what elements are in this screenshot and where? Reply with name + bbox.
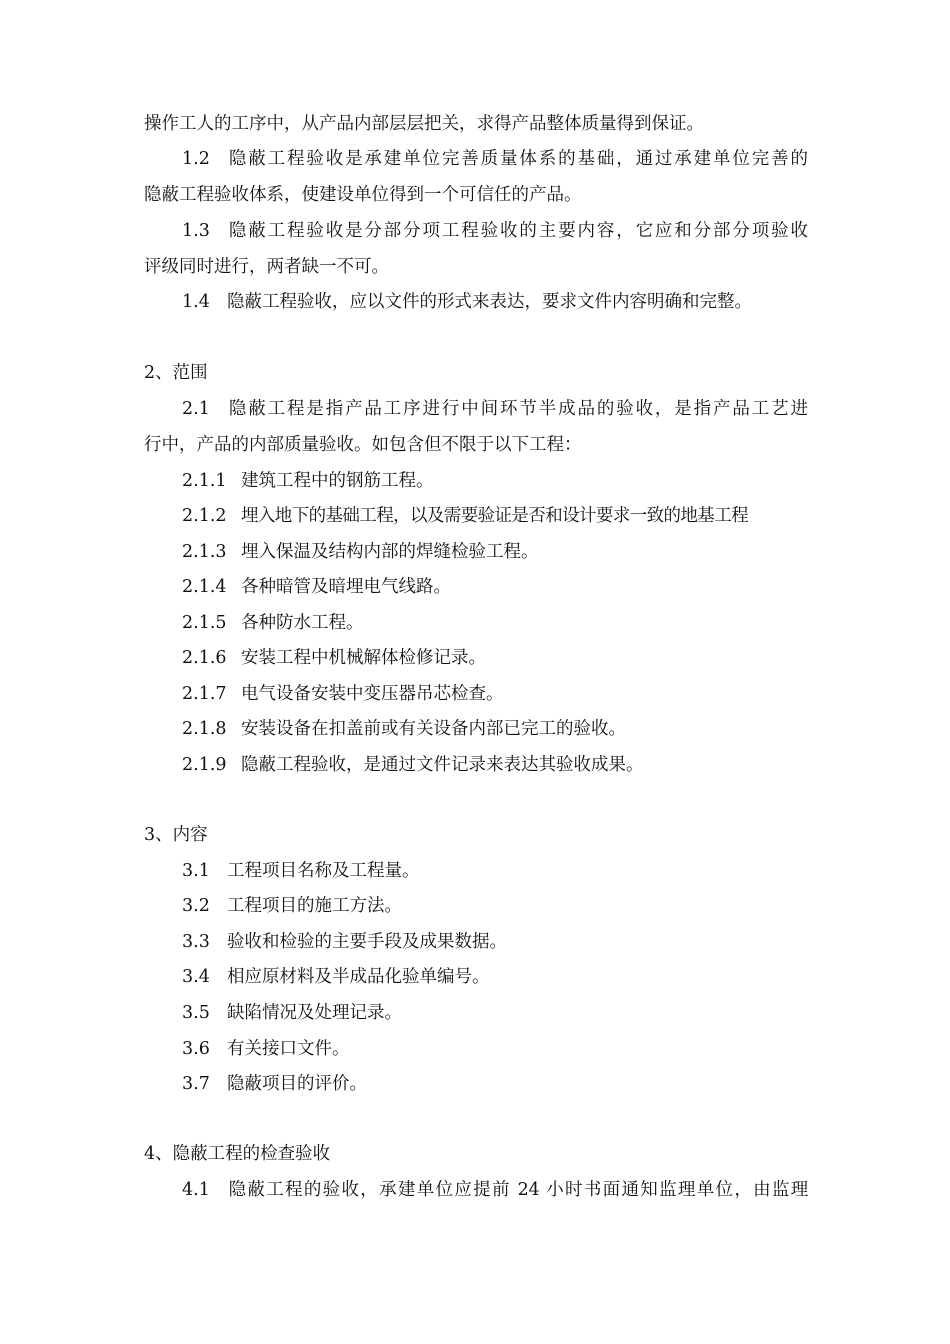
subclause-2-1-6 — [182, 646, 808, 670]
clause-4-1 — [182, 1178, 808, 1202]
clause-number: 3.6 — [182, 1039, 210, 1059]
clause-number: 3.2 — [182, 896, 210, 916]
clause-2-1 — [182, 397, 808, 421]
subclause-2-1-9 — [182, 753, 808, 777]
subclause-text: 各种防水工程。 — [241, 613, 364, 633]
clause-3-3 — [182, 930, 808, 954]
section-heading-content — [144, 823, 808, 847]
clause-text: 相应原材料及半成品化验单编号。 — [227, 967, 490, 987]
clause-1-4 — [182, 290, 808, 314]
subclause-2-1-3 — [182, 540, 808, 564]
clause-number: 4.1 — [182, 1180, 210, 1200]
clause-number: 3.5 — [182, 1003, 210, 1023]
clause-text: 隐蔽工程的验收，承建单位应提前 24 小时书面通知监理单位，由监理 — [227, 1180, 808, 1200]
subclause-text: 埋入保温及结构内部的焊缝检验工程。 — [241, 542, 539, 562]
subclause-number: 2.1.4 — [182, 577, 227, 597]
clause-number: 3.4 — [182, 967, 210, 987]
subclause-text: 建筑工程中的钢筋工程。 — [241, 471, 434, 491]
clause-3-7 — [182, 1072, 808, 1096]
clause-text: 工程项目名称及工程量。 — [227, 861, 420, 881]
clause-text: 隐蔽项目的评价。 — [227, 1074, 367, 1094]
subclause-number: 2.1.8 — [182, 719, 227, 739]
clause-3-4 — [182, 965, 808, 989]
clause-text: 行中，产品的内部质量验收。如包含但不限于以下工程： — [144, 435, 582, 455]
subclause-number: 2.1.7 — [182, 684, 227, 704]
subclause-number: 2.1.9 — [182, 755, 227, 775]
subclause-number: 2.1.2 — [182, 506, 227, 526]
clause-number: 3.1 — [182, 861, 210, 881]
clause-text: 隐蔽工程验收是承建单位完善质量体系的基础，通过承建单位完善的 — [227, 149, 808, 169]
subclause-2-1-5 — [182, 611, 808, 635]
clause-1-3-continuation — [144, 255, 808, 279]
clause-text: 缺陷情况及处理记录。 — [227, 1003, 402, 1023]
clause-number: 1.4 — [182, 292, 210, 312]
subclause-2-1-8 — [182, 717, 808, 741]
clause-3-6 — [182, 1037, 808, 1061]
subclause-2-1-7 — [182, 682, 808, 706]
subclause-text: 各种暗管及暗埋电气线路。 — [241, 577, 451, 597]
clause-1-3 — [182, 219, 808, 243]
clause-text: 隐蔽工程是指产品工序进行中间环节半成品的验收，是指产品工艺进 — [227, 399, 808, 419]
clause-number: 1.3 — [182, 221, 210, 241]
clause-number: 2.1 — [182, 399, 210, 419]
subclause-number: 2.1.1 — [182, 471, 227, 491]
clause-3-1 — [182, 859, 808, 883]
clause-text: 工程项目的施工方法。 — [227, 896, 402, 916]
section-heading-inspection — [144, 1142, 808, 1166]
clause-3-5 — [182, 1001, 808, 1025]
clause-text: 隐蔽工程验收是分部分项工程验收的主要内容，它应和分部分项验收 — [227, 221, 808, 241]
clause-3-2 — [182, 894, 808, 918]
clause-number: 3.3 — [182, 932, 210, 952]
clause-text: 验收和检验的主要手段及成果数据。 — [227, 932, 507, 952]
clause-1-2 — [182, 147, 808, 171]
subclause-number: 2.1.5 — [182, 613, 227, 633]
subclause-2-1-1 — [182, 469, 808, 493]
heading-text: 3、内容 — [144, 825, 208, 845]
heading-text: 4、隐蔽工程的检查验收 — [144, 1144, 331, 1164]
subclause-2-1-4 — [182, 575, 808, 599]
clause-text: 评级同时进行，两者缺一不可。 — [144, 257, 389, 277]
paragraph-text: 操作工人的工序中，从产品内部层层把关，求得产品整体质量得到保证。 — [144, 114, 704, 134]
subclause-text: 电气设备安装中变压器吊芯检查。 — [241, 684, 504, 704]
section-heading-scope — [144, 361, 808, 385]
clause-text: 隐蔽工程验收，应以文件的形式来表达，要求文件内容明确和完整。 — [227, 292, 752, 312]
clause-number: 3.7 — [182, 1074, 210, 1094]
paragraph-continuation — [144, 112, 808, 136]
subclause-text: 安装工程中机械解体检修记录。 — [241, 648, 486, 668]
subclause-text: 埋入地下的基础工程，以及需要验证是否和设计要求一致的地基工程 — [241, 506, 748, 526]
subclause-2-1-2 — [182, 504, 808, 528]
subclause-text: 安装设备在扣盖前或有关设备内部已完工的验收。 — [241, 719, 626, 739]
clause-number: 1.2 — [182, 149, 210, 169]
subclause-text: 隐蔽工程验收，是通过文件记录来表达其验收成果。 — [241, 755, 644, 775]
subclause-number: 2.1.3 — [182, 542, 227, 562]
subclause-number: 2.1.6 — [182, 648, 227, 668]
heading-text: 2、范围 — [144, 363, 208, 383]
clause-text: 有关接口文件。 — [227, 1039, 350, 1059]
clause-1-2-continuation — [144, 183, 808, 207]
clause-2-1-continuation — [144, 433, 808, 457]
clause-text: 隐蔽工程验收体系，使建设单位得到一个可信任的产品。 — [144, 185, 582, 205]
